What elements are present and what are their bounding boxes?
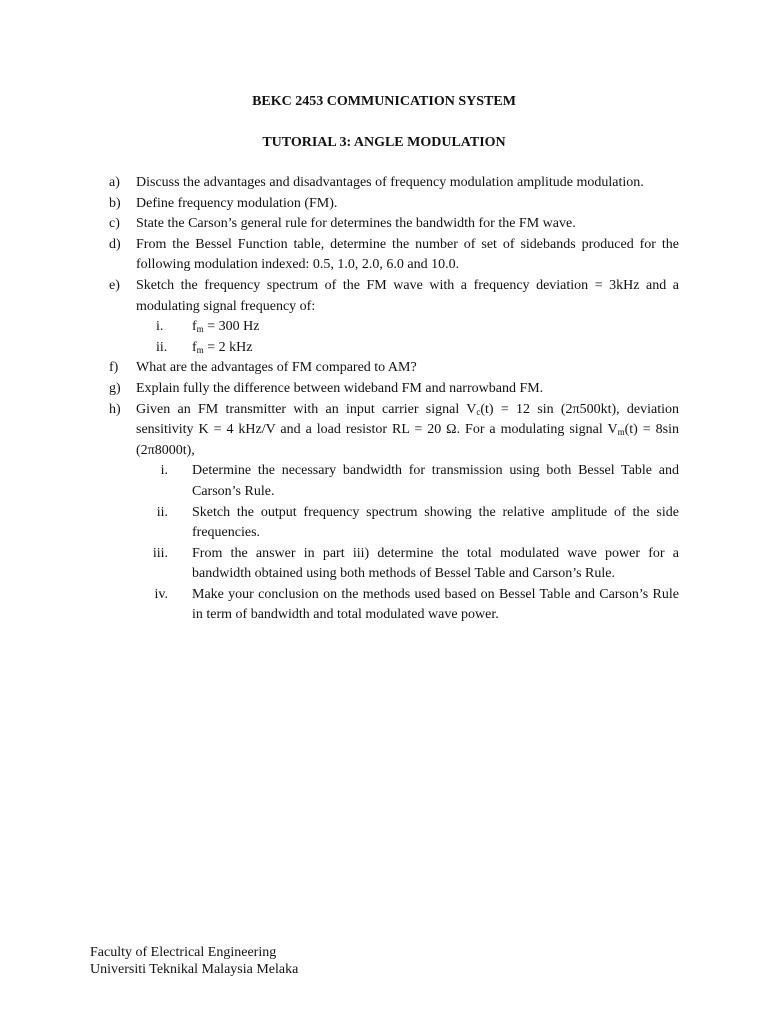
question-text-part: Given an FM transmitter with an input carrier signal V (136, 401, 477, 417)
formula-subscript: c (476, 406, 481, 417)
subpart-e-ii (136, 338, 679, 359)
question-h (109, 400, 679, 627)
question-f (109, 358, 679, 379)
question-c (109, 214, 679, 235)
question-b (109, 194, 679, 215)
subpart-e-i (136, 317, 679, 338)
question-g (109, 379, 679, 400)
question-h-subparts (136, 461, 679, 626)
tutorial-title: TUTORIAL 3: ANGLE MODULATION (262, 135, 506, 150)
footer (90, 944, 298, 978)
formula-value: = 300 Hz (203, 319, 260, 335)
question-marker: b) (109, 195, 121, 211)
question-text: What are the advantages of FM compared to AM? (136, 360, 417, 376)
subpart-marker: iv. (154, 586, 168, 602)
question-marker: e) (109, 277, 120, 293)
formula-var: f (192, 319, 197, 335)
question-marker: d) (109, 236, 121, 252)
subpart-h-iv (136, 585, 679, 626)
subpart-marker: i. (160, 463, 168, 479)
subpart-marker: ii. (156, 504, 168, 520)
subpart-h-i (136, 461, 679, 502)
subpart-text: Sketch the output frequency spectrum showing the relative amplitude of the side frequencies. (192, 504, 679, 541)
subpart-marker: iii. (152, 545, 168, 561)
question-text: Discuss the advantages and disadvantages of frequency modulation amplitude modulation. (136, 175, 644, 190)
subpart-h-ii (136, 503, 679, 544)
question-text (136, 402, 679, 458)
course-title: BEKC 2453 COMMUNICATION SYSTEM (252, 94, 516, 109)
question-marker: c) (109, 216, 120, 232)
question-text: From the Bessel Function table, determine the number of set of sidebands produced for the following modulation indexed: 0.5, 1.0, 2.0, 6.0 and 10.0. (136, 236, 679, 273)
formula-var: f (192, 339, 197, 355)
subpart-marker: i. (156, 319, 164, 335)
question-marker: g) (109, 380, 121, 396)
question-text: State the Carson’s general rule for determines the bandwidth for the FM wave. (136, 216, 576, 232)
question-text: Define frequency modulation (FM). (136, 195, 338, 211)
question-text: Explain fully the difference between wideband FM and narrowband FM. (136, 380, 544, 396)
subpart-h-iii (136, 544, 679, 585)
footer-university: Universiti Teknikal Malaysia Melaka (90, 962, 299, 977)
formula-subscript: m (196, 324, 204, 335)
question-d (109, 235, 679, 276)
question-e (109, 276, 679, 358)
question-list (109, 173, 679, 626)
question-e-subparts (136, 317, 679, 358)
question-marker: a) (109, 175, 120, 190)
question-text-part: (t) = 8sin (2π8000t), (136, 422, 679, 458)
question-text-part: (t) = 12 sin (2π500kt), deviation sensitivity K = 4 kHz/V and a load resistor RL = 20 Ω. For a modulating signal V (136, 401, 680, 438)
question-marker: h) (109, 401, 121, 417)
subpart-text: Make your conclusion on the methods used based on Bessel Table and Carson’s Rule in term of bandwidth and total modulated wave power. (192, 586, 679, 623)
footer-faculty: Faculty of Electrical Engineering (90, 945, 277, 960)
question-a (109, 173, 679, 194)
subpart-text: Determine the necessary bandwidth for transmission using both Bessel Table and Carson’s Rule. (192, 463, 679, 499)
question-marker: f) (109, 360, 119, 376)
subpart-text: From the answer in part iii) determine the total modulated wave power for a bandwidth obtained using both methods of Bessel Table and Carson’s Rule. (192, 545, 679, 582)
subpart-marker: ii. (156, 339, 168, 355)
formula-subscript: m (617, 427, 625, 438)
question-text: Sketch the frequency spectrum of the FM wave with a frequency deviation = 3kHz and a modulating signal frequency of: (136, 277, 679, 314)
formula-subscript: m (196, 344, 204, 355)
formula-value: = 2 kHz (203, 339, 253, 355)
